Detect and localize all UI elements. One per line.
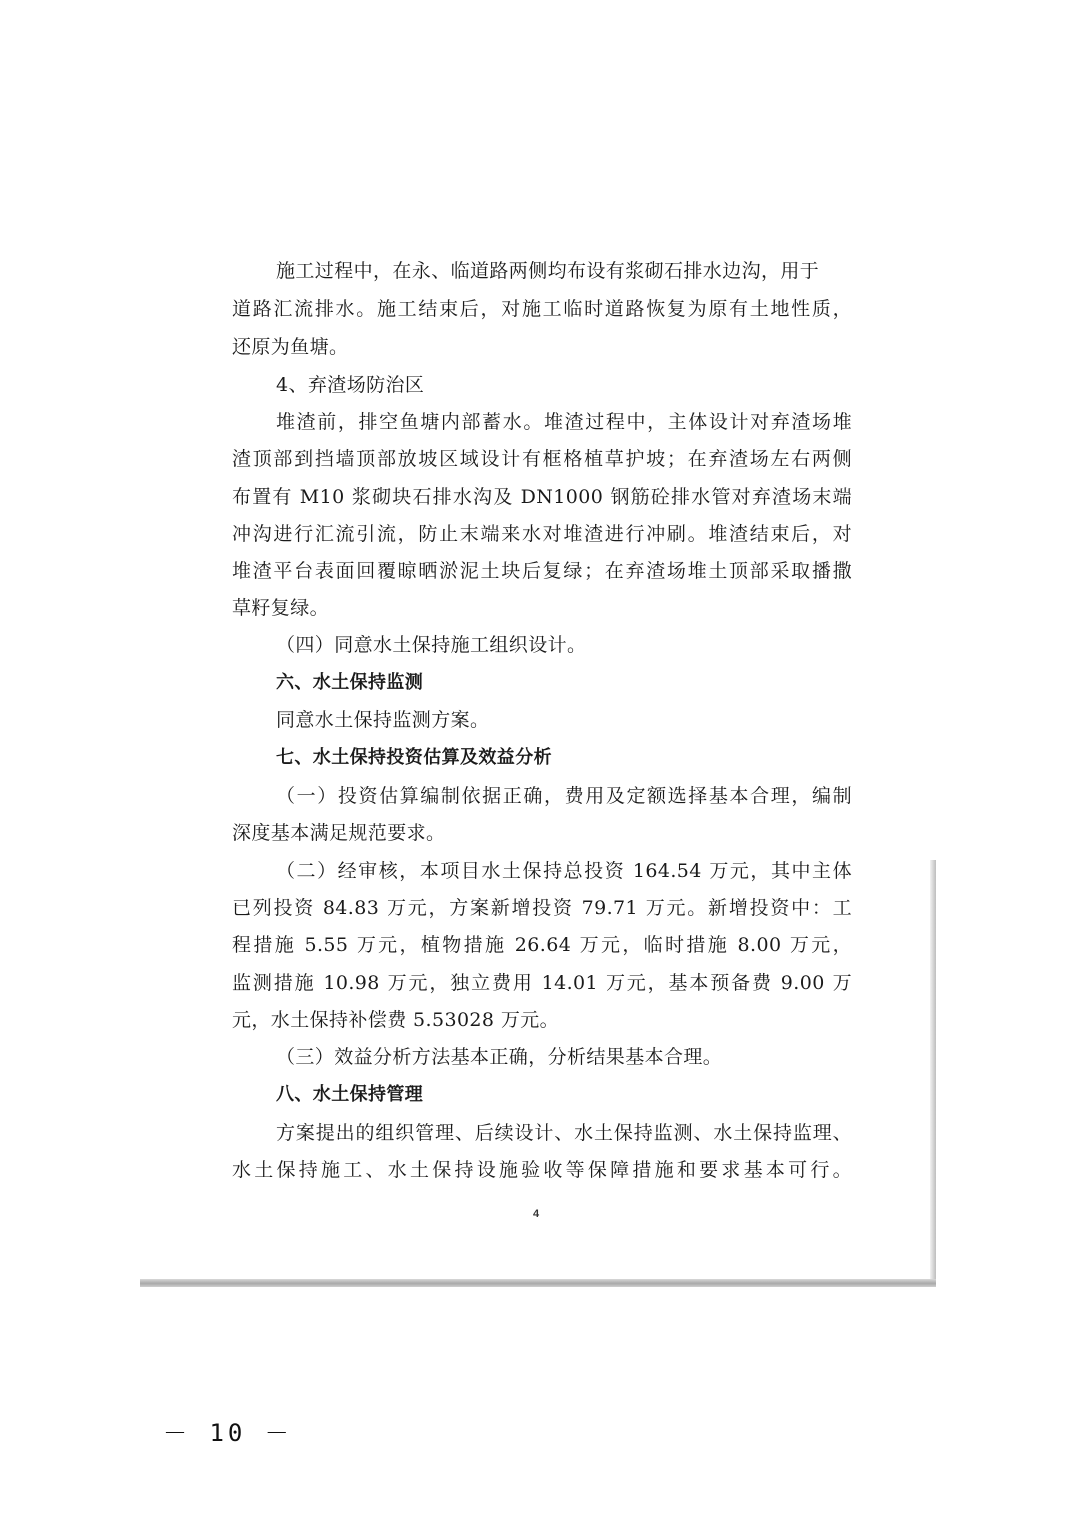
outer-page-number: － 10 －: [163, 1419, 293, 1447]
paragraph-line: 同意水土保持监测方案。: [276, 709, 490, 731]
paragraph-line: （四）同意水土保持施工组织设计。: [276, 634, 587, 656]
paragraph-line: 冲沟进行汇流引流，防止末端来水对堆渣进行冲刷。堆渣结束后，对: [232, 523, 852, 545]
paragraph-line: 已列投资 84.83 万元，方案新增投资 79.71 万元。新增投资中：工: [232, 897, 852, 919]
paragraph-line: 程措施 5.55 万元，植物措施 26.64 万元，临时措施 8.00 万元，: [232, 934, 852, 956]
paragraph-line: （三）效益分析方法基本正确，分析结果基本合理。: [276, 1046, 723, 1068]
section-heading: 八、水土保持管理: [276, 1084, 424, 1105]
scan-edge-shadow-right: [930, 860, 936, 1287]
section-heading: 七、水土保持投资估算及效益分析: [276, 747, 552, 768]
scan-edge-shadow-bottom: [140, 1279, 936, 1287]
paragraph-line: 元，水土保持补偿费 5.53028 万元。: [232, 1009, 560, 1031]
paragraph-line: 堆渣平台表面回覆晾晒淤泥土块后复绿；在弃渣场堆土顶部采取播撒: [232, 560, 852, 582]
paragraph-line: 水土保持施工、水土保持设施验收等保障措施和要求基本可行。: [232, 1159, 852, 1181]
paragraph-line: 草籽复绿。: [232, 597, 330, 619]
paragraph-line: 监测措施 10.98 万元，独立费用 14.01 万元，基本预备费 9.00 万: [232, 972, 852, 994]
paragraph-line: 渣顶部到挡墙顶部放坡区域设计有框格植草护坡；在弃渣场左右两侧: [232, 448, 852, 470]
paragraph-line: 还原为鱼塘。: [232, 336, 349, 358]
paragraph-line: 道路汇流排水。施工结束后，对施工临时道路恢复为原有土地性质，: [232, 298, 852, 320]
inner-page-number: 4: [532, 1208, 540, 1220]
paragraph-line: （二）经审核，本项目水土保持总投资 164.54 万元，其中主体: [276, 860, 852, 882]
section-heading: 六、水土保持监测: [276, 672, 424, 693]
paragraph-line: 布置有 M10 浆砌块石排水沟及 DN1000 钢筋砼排水管对弃渣场末端: [232, 486, 852, 508]
paragraph-line: 施工过程中，在永、临道路两侧均布设有浆砌石排水边沟，用于: [276, 260, 820, 282]
paragraph-line: （一）投资估算编制依据正确，费用及定额选择基本合理，编制: [276, 785, 852, 807]
paragraph-line: 深度基本满足规范要求。: [232, 822, 446, 844]
subsection-heading: 4、弃渣场防治区: [276, 374, 425, 396]
paragraph-line: 堆渣前，排空鱼塘内部蓄水。堆渣过程中，主体设计对弃渣场堆: [276, 411, 852, 433]
paragraph-line: 方案提出的组织管理、后续设计、水土保持监测、水土保持监理、: [276, 1122, 852, 1144]
